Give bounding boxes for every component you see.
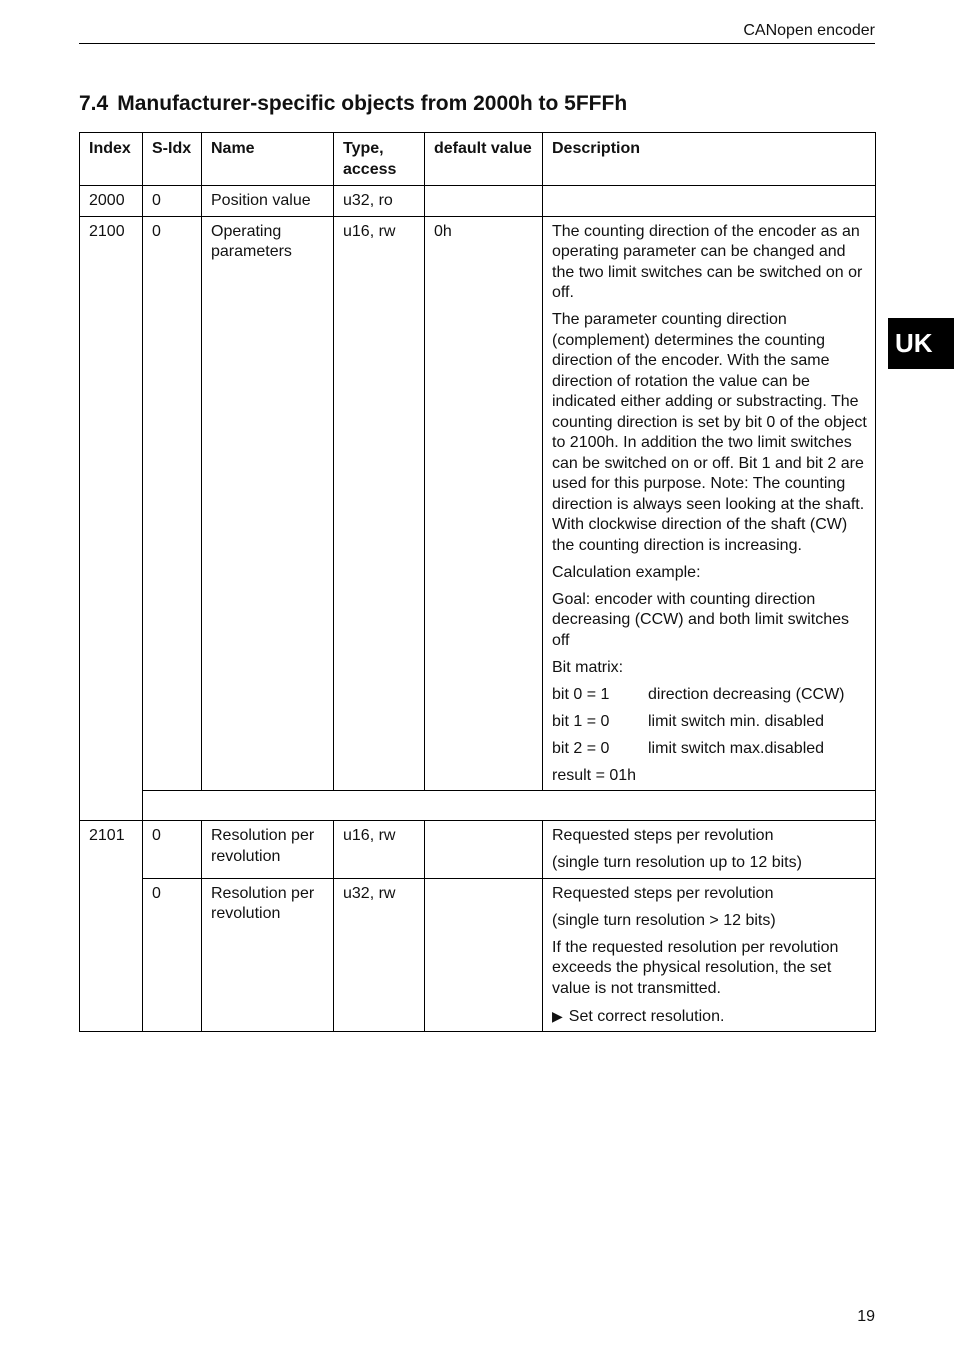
cell-type: u16, rw	[334, 216, 425, 791]
instruction-text: Set correct resolution.	[568, 1007, 725, 1025]
bit-matrix-row	[552, 685, 867, 706]
description-paragraph: result = 01h	[552, 766, 637, 784]
col-header-default: default value	[425, 133, 543, 186]
cell-default	[425, 821, 543, 879]
cell-description	[543, 821, 876, 879]
cell-name: Position value	[202, 186, 334, 217]
instruction-item	[552, 1006, 867, 1028]
cell-sidx: 0	[143, 216, 202, 791]
cell-description	[543, 878, 876, 1032]
section-title-text: Manufacturer-specific objects from 2000h to 5FFFh	[117, 92, 628, 115]
description-paragraph: Bit matrix:	[552, 658, 624, 676]
bit-key: bit 1 = 0	[552, 712, 610, 730]
header-divider	[79, 43, 875, 44]
bit-key: bit 0 = 1	[552, 685, 610, 703]
cell-name-line2: parameters	[211, 243, 292, 260]
section-number: 7.4	[79, 92, 109, 115]
col-header-type-line2: access	[343, 160, 397, 178]
cell-sidx: 0	[143, 878, 202, 1032]
cell-default	[425, 186, 543, 217]
cell-sidx: 0	[143, 186, 202, 217]
table-row	[80, 186, 876, 217]
col-header-description: Description	[543, 133, 876, 186]
object-table	[79, 132, 876, 1032]
description-paragraph: (single turn resolution up to 12 bits)	[552, 854, 802, 871]
col-header-index: Index	[80, 133, 143, 186]
table-row	[80, 821, 876, 879]
col-header-type	[334, 133, 425, 186]
bit-matrix-row	[552, 739, 867, 760]
description-paragraph: Calculation example:	[552, 563, 701, 581]
description-paragraph: The parameter counting direction (complement) determines the counting direction of the encoder. With the same direction of rotation the value can be indicated either adding or substracting. The counting direction is set by bit 0 of the object to 2100h. In addition the two limit switches can be switched on or off. Bit 1 and bit 2 are used for this purpose. Note: The counting direction is always seen looking at the shaft. With clockwise direction of the shaft (CW) the counting direction is increasing.	[552, 311, 867, 554]
bit-value: direction decreasing (CCW)	[648, 685, 845, 703]
cell-index: 2000	[80, 186, 143, 217]
cell-description	[543, 216, 876, 791]
cell-name	[202, 216, 334, 791]
cell-default: 0h	[425, 216, 543, 791]
cell-name-line1: Operating	[211, 222, 282, 240]
cell-name: Resolution per revolution	[202, 821, 334, 879]
description-paragraph: The counting direction of the encoder as an operating parameter can be changed and the two limit switches can be switched on or off.	[552, 222, 863, 301]
running-header: CANopen encoder	[743, 22, 875, 39]
cell-default	[425, 878, 543, 1032]
description-paragraph: If the requested resolution per revolution exceeds the physical resolution, the set value is not transmitted.	[552, 938, 839, 997]
description-paragraph: Requested steps per revolution	[552, 884, 774, 902]
triangle-bullet-icon: ▶	[552, 1007, 563, 1024]
table-row	[80, 878, 876, 1032]
cell-description	[543, 186, 876, 217]
bit-value: limit switch min. disabled	[648, 712, 825, 730]
cell-index: 2100	[80, 216, 143, 821]
cell-type: u16, rw	[334, 821, 425, 879]
col-header-name: Name	[202, 133, 334, 186]
description-paragraph: Requested steps per revolution	[552, 827, 774, 844]
table-row	[80, 216, 876, 791]
description-paragraph: (single turn resolution > 12 bits)	[552, 911, 776, 929]
page-number: 19	[857, 1308, 875, 1325]
bit-value: limit switch max.disabled	[648, 739, 825, 757]
cell-index-continued	[80, 878, 143, 1032]
cell-name: Resolution per revolution	[202, 878, 334, 1032]
language-tab-label: UK	[895, 328, 933, 358]
cell-type: u32, ro	[334, 186, 425, 217]
table-row-spacer	[80, 791, 876, 821]
spacer-cell	[143, 791, 876, 821]
table-header-row	[80, 133, 876, 186]
language-tab	[888, 318, 954, 369]
bit-key: bit 2 = 0	[552, 739, 610, 757]
description-paragraph: Goal: encoder with counting direction decreasing (CCW) and both limit switches off	[552, 590, 849, 649]
section-heading	[79, 91, 627, 117]
bit-matrix-row	[552, 712, 867, 733]
cell-index: 2101	[80, 821, 143, 879]
cell-sidx: 0	[143, 821, 202, 879]
col-header-type-line1: Type,	[343, 140, 384, 157]
cell-type: u32, rw	[334, 878, 425, 1032]
col-header-sidx: S-Idx	[143, 133, 202, 186]
